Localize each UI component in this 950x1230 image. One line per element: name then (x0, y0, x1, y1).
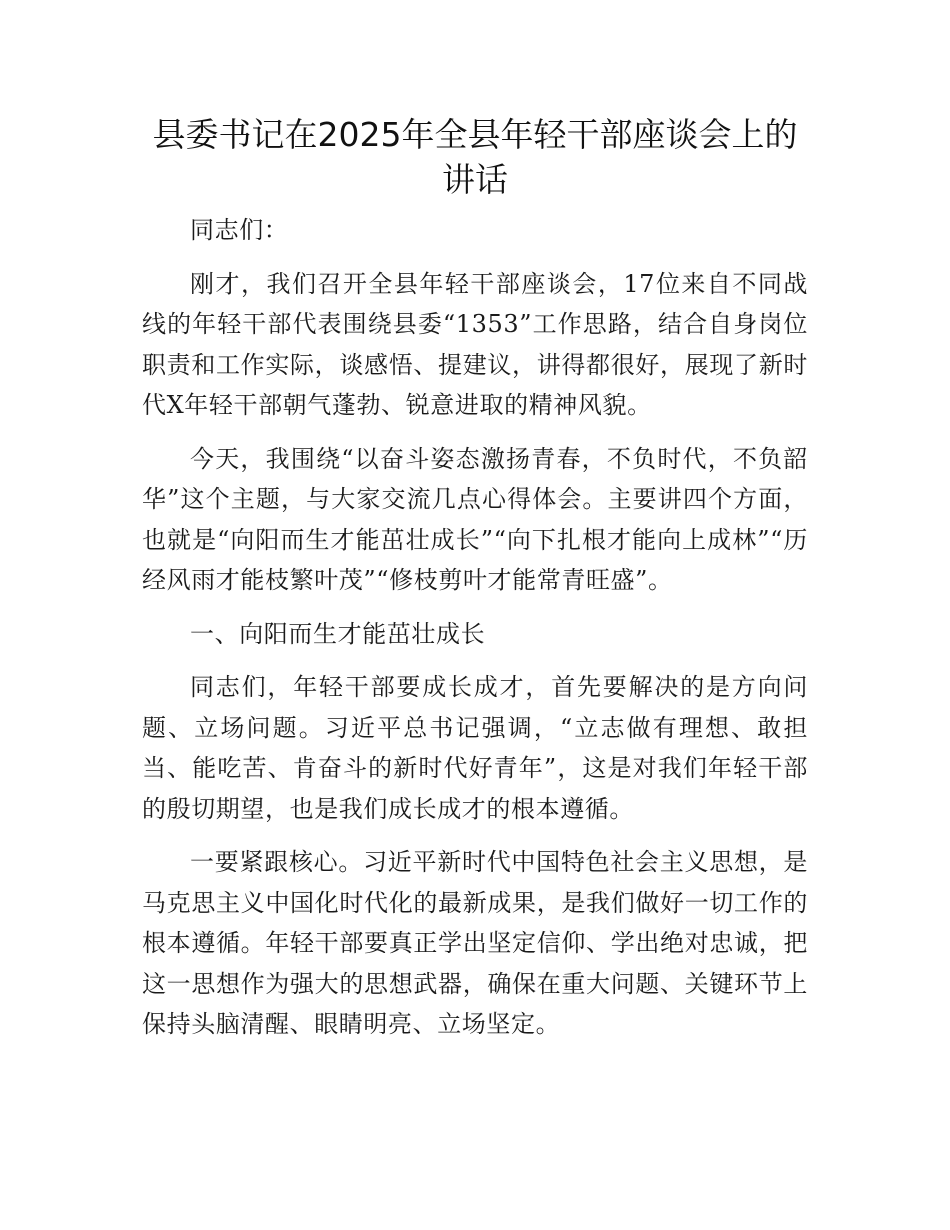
section-1-point-1-paragraph: 一要紧跟核心。习近平新时代中国特色社会主义思想，是马克思主义中国化时代化的最新成果，是我们做好一切工作的根本遵循。年轻干部要真正学出坚定信仰、学出绝对忠诚，把这一思想作为强大的思想武器，确保在重大问题、关键环节上保持头脑清醒、眼睛明亮、立场坚定。 (142, 848, 808, 1038)
opening-paragraph: 刚才，我们召开全县年轻干部座谈会，17位来自不同战线的年轻干部代表围绕县委“1353”工作思路，结合自身岗位职责和工作实际，谈感悟、提建议，讲得都很好，展现了新时代X年轻干部朝气蓬勃、锐意进取的精神风貌。 (142, 269, 808, 419)
section-1-intro-paragraph: 同志们，年轻干部要成长成才，首先要解决的是方向问题、立场问题。习近平总书记强调，“立志做有理想、敢担当、能吃苦、肯奋斗的新时代好青年”，这是对我们年轻干部的殷切期望，也是我们成长成才的根本遵循。 (142, 673, 808, 823)
section-heading-1: 一、向阳而生才能茁壮成长 (190, 619, 486, 648)
document-title: 县委书记在2025年全县年轻干部座谈会上的讲话 (152, 115, 798, 199)
document-body (142, 112, 808, 1058)
theme-paragraph: 今天，我围绕“以奋斗姿态激扬青春，不负时代，不负韶华”这个主题，与大家交流几点心得体会。主要讲四个方面，也就是“向阳而生才能茁壮成长”“向下扎根才能向上成林”“历经风雨才能枝繁叶茂”“修枝剪叶才能常青旺盛”。 (142, 444, 808, 594)
salutation-paragraph: 同志们： (190, 216, 289, 244)
